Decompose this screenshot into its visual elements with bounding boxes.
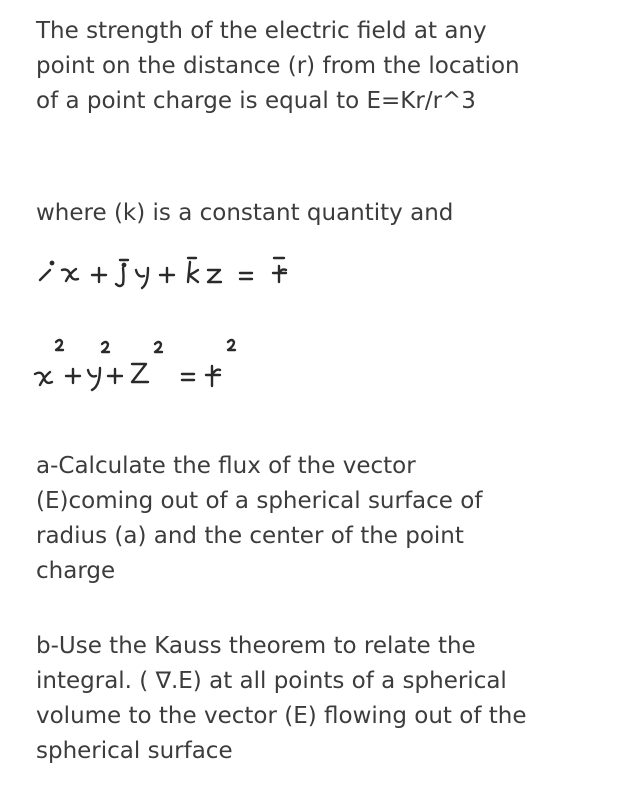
intro-line: The strength of the electric field at any [36, 18, 487, 44]
handwritten-sphere-equation [20, 330, 440, 402]
part-b-question [36, 629, 526, 769]
part-a-line: a-Calculate the flux of the vector [36, 453, 416, 479]
part-b-line: integral. ( ∇.E) at all points of a spherical [36, 668, 507, 694]
intro-paragraph [36, 14, 520, 119]
intro-line: of a point charge is equal to E=Kr/r^3 [36, 88, 476, 114]
part-a-line: (E)coming out of a spherical surface of [36, 488, 483, 514]
part-a-question [36, 449, 482, 589]
intro-line: point on the distance (r) from the location [36, 53, 520, 79]
handwritten-vector-equation [20, 248, 440, 298]
part-a-line: radius (a) and the center of the point [36, 523, 464, 549]
part-b-line: spherical surface [36, 738, 233, 764]
part-a-line: charge [36, 558, 116, 584]
part-b-line: b-Use the Kauss theorem to relate the [36, 633, 476, 659]
part-b-line: volume to the vector (E) flowing out of the [36, 703, 527, 729]
where-line: where (k) is a constant quantity and [36, 200, 454, 226]
